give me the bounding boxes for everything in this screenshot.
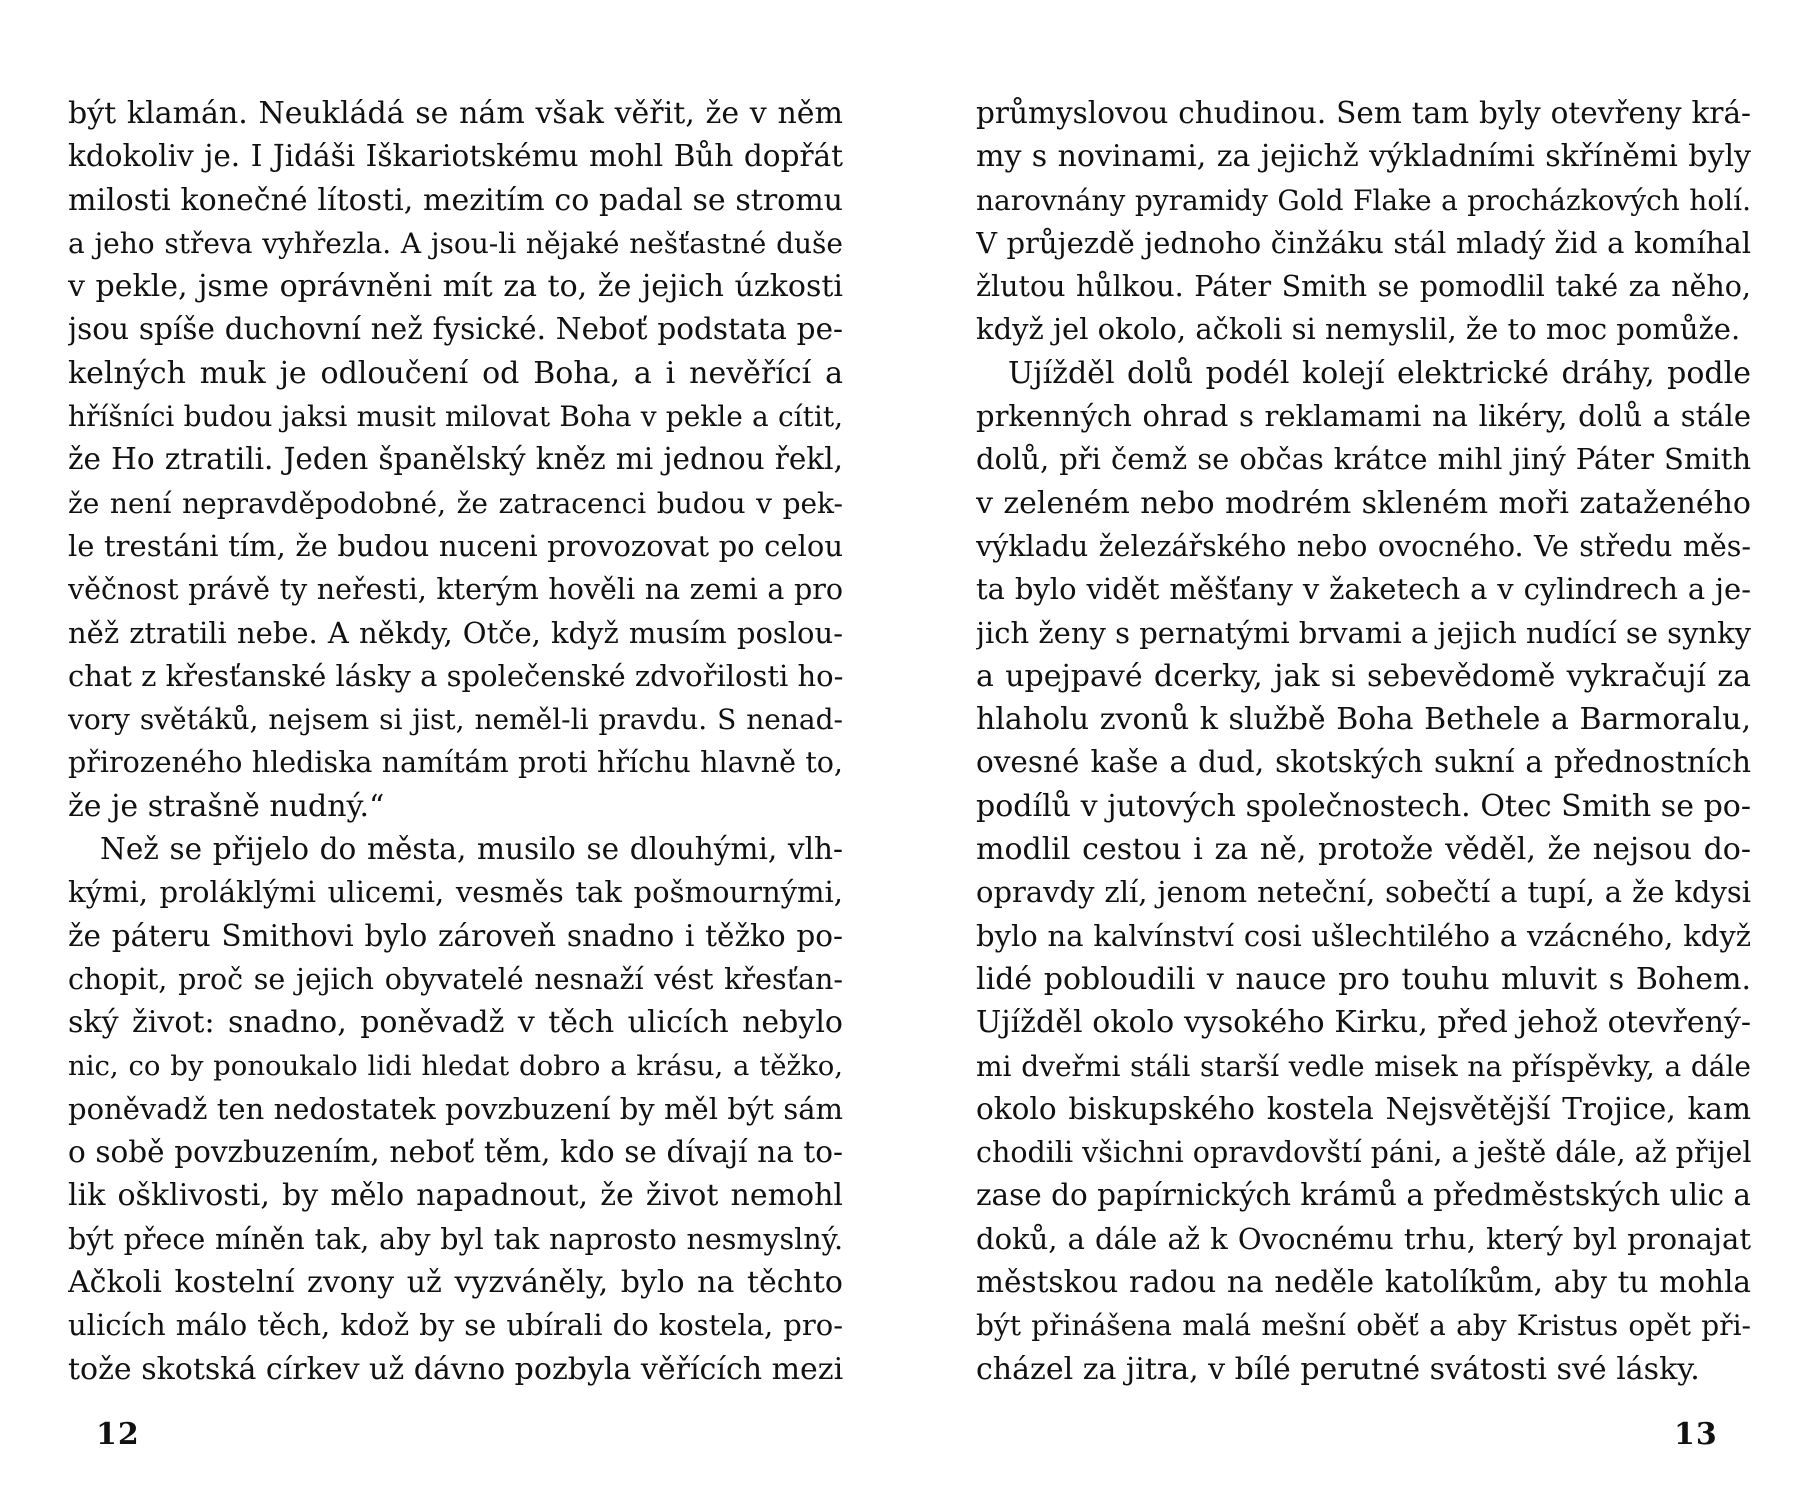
text-line: být klamán. Neukládá se nám však věřit, že v něm bbox=[68, 96, 843, 131]
text-line: jich ženy s pernatými brvami a jejich nudící se synky bbox=[976, 615, 1751, 650]
text-line: bylo na kalvínství cosi ušlechtilého a vzácného, když bbox=[976, 918, 1751, 953]
page-number: 12 bbox=[96, 1417, 140, 1452]
text-line: být přinášena malá mešní oběť a aby Kristus opět při- bbox=[976, 1309, 1751, 1343]
text-line: chopit, proč se jejich obyvatelé nesnaží vést křesťan- bbox=[68, 962, 843, 996]
text-line: ský život: snadno, poněvadž v těch ulicích nebylo bbox=[68, 1005, 843, 1041]
paragraph-start-line: Ujížděl dolů podél kolejí elektrické dráhy, podle bbox=[1008, 355, 1751, 391]
paragraph-start-line: Než se přijelo do města, musilo se dlouhými, vlh- bbox=[100, 832, 843, 867]
text-line: doků, a dále až k Ovocnému trhu, který byl pronajat bbox=[976, 1221, 1751, 1256]
text-line: jsou spíše duchovní než fysické. Neboť podstata pe- bbox=[68, 312, 843, 347]
text-line: opravdy zlí, jenom neteční, sobečtí a tupí, a že kdysi bbox=[976, 875, 1751, 910]
text-line: přirozeného hlediska namítám proti hříchu hlavně to, bbox=[68, 746, 843, 780]
text-line: ulicích málo těch, kdož by se ubírali do kostela, pro- bbox=[68, 1308, 843, 1343]
text-line: v zeleném nebo modrém skleném moři zataženého bbox=[976, 485, 1751, 521]
right-page-text bbox=[976, 92, 1751, 1391]
text-line: že není nepravděpodobné, že zatracenci budou v pek- bbox=[68, 486, 843, 520]
text-line: průmyslovou chudinou. Sem tam byly otevřeny krá- bbox=[976, 96, 1751, 130]
text-line: narovnány pyramidy Gold Flake a procházkových holí. bbox=[976, 183, 1751, 217]
text-line: věčnost právě ty neřesti, kterým hověli na zemi a pro bbox=[68, 573, 843, 607]
text-line: Ačkoli kostelní zvony už vyzváněly, bylo na těchto bbox=[68, 1265, 843, 1301]
text-line: a upejpavé dcerky, jak si sebevědomě vykračují za bbox=[976, 658, 1751, 694]
text-line: le trestáni tím, že budou nuceni provozovat po celou bbox=[68, 528, 843, 563]
text-line: v pekle, jsme oprávněni mít za to, že jejich úzkosti bbox=[68, 269, 843, 305]
text-line: V průjezdě jednoho činžáku stál mladý žid a komíhal bbox=[976, 225, 1751, 260]
text-line: že páteru Smithovi bylo zároveň snadno i těžko po- bbox=[68, 918, 843, 953]
text-line: lidé pobloudili v nauce pro touhu mluvit s Bohem. bbox=[976, 961, 1751, 997]
page-number: 13 bbox=[1674, 1417, 1718, 1452]
text-line: Ujížděl okolo vysokého Kirku, před jehož otevřený- bbox=[976, 1005, 1751, 1041]
text-line: okolo biskupského kostela Nejsvětější Trojice, kam bbox=[976, 1091, 1751, 1126]
text-line: být přece míněn tak, aby byl tak naprosto nesmyslný. bbox=[68, 1222, 843, 1256]
text-line: mi dveřmi stáli starší vedle misek na příspěvky, a dále bbox=[976, 1049, 1751, 1083]
paragraph-end-line: že je strašně nudný.“ bbox=[68, 788, 385, 824]
text-line: žlutou hůlkou. Páter Smith se pomodlil také za něho, bbox=[976, 270, 1751, 304]
text-line: poněvadž ten nedostatek povzbuzení by měl být sám bbox=[68, 1091, 843, 1126]
text-line: lik ošklivosti, by mělo napadnout, že život nemohl bbox=[68, 1178, 843, 1214]
text-line: kdokoliv je. I Jidáši Iškariotskému mohl Bůh dopřát bbox=[68, 139, 843, 174]
text-line: modlil cestou i za ně, protože věděl, že nejsou do- bbox=[976, 832, 1751, 868]
text-line: my s novinami, za jejichž výkladními skříněmi byly bbox=[976, 139, 1751, 175]
text-line: hlaholu zvonů k službě Boha Bethele a Barmoralu, bbox=[976, 702, 1751, 738]
text-line: tože skotská církev už dávno pozbyla věřících mezi bbox=[68, 1351, 843, 1387]
paragraph-end-line: když jel okolo, ačkoli si nemyslil, že to moc pomůže. bbox=[976, 312, 1741, 347]
text-line: ta bylo vidět měšťany v žaketech a v cylindrech a je- bbox=[976, 572, 1751, 607]
text-line: a jeho střeva vyhřezla. A jsou-li nějaké nešťastné duše bbox=[68, 226, 843, 260]
text-line: městskou radou na neděle katolíkům, aby tu mohla bbox=[976, 1265, 1751, 1300]
text-line: nic, co by ponoukalo lidi hledat dobro a krásu, a těžko, bbox=[68, 1049, 843, 1082]
text-line: ovesné kaše a dud, skotských sukní a přednostních bbox=[976, 745, 1751, 780]
text-line: vory světáků, nejsem si jist, neměl-li pravdu. S nenad- bbox=[68, 703, 843, 737]
text-line: hříšníci budou jaksi musit milovat Boha v pekle a cítit, bbox=[68, 400, 843, 434]
text-line: chodili všichni opravdovští páni, a ještě dále, až přijel bbox=[976, 1136, 1751, 1170]
text-line: prkenných ohrad s reklamami na likéry, dolů a stále bbox=[976, 399, 1751, 434]
text-line: kelných muk je odloučení od Boha, a i nevěřící a bbox=[68, 355, 843, 391]
text-line: chat z křesťanské lásky a společenské zdvořilosti ho- bbox=[68, 658, 843, 693]
right-page bbox=[906, 0, 1812, 1501]
text-line: dolů, při čemž se občas krátce mihl jiný Páter Smith bbox=[976, 442, 1751, 477]
text-line: kými, proláklými ulicemi, vesměs tak pošmournými, bbox=[68, 875, 843, 910]
text-line: něž ztratili nebe. A někdy, Otče, když musím poslou- bbox=[68, 615, 843, 650]
left-page-text bbox=[68, 92, 843, 1391]
text-line: o sobě povzbuzením, neboť těm, kdo se dívají na to- bbox=[68, 1135, 843, 1170]
text-line: milosti konečné lítosti, mezitím co padal se stromu bbox=[68, 182, 843, 218]
text-line: podílů v jutových společnostech. Otec Smith se po- bbox=[976, 788, 1751, 824]
paragraph-end-line: cházel za jitra, v bílé perutné svátosti své lásky. bbox=[976, 1351, 1700, 1387]
text-line: zase do papírnických krámů a předměstských ulic a bbox=[976, 1178, 1751, 1213]
text-line: výkladu železářského nebo ovocného. Ve středu měs- bbox=[976, 529, 1751, 563]
text-line: že Ho ztratili. Jeden španělský kněz mi jednou řekl, bbox=[68, 442, 843, 477]
